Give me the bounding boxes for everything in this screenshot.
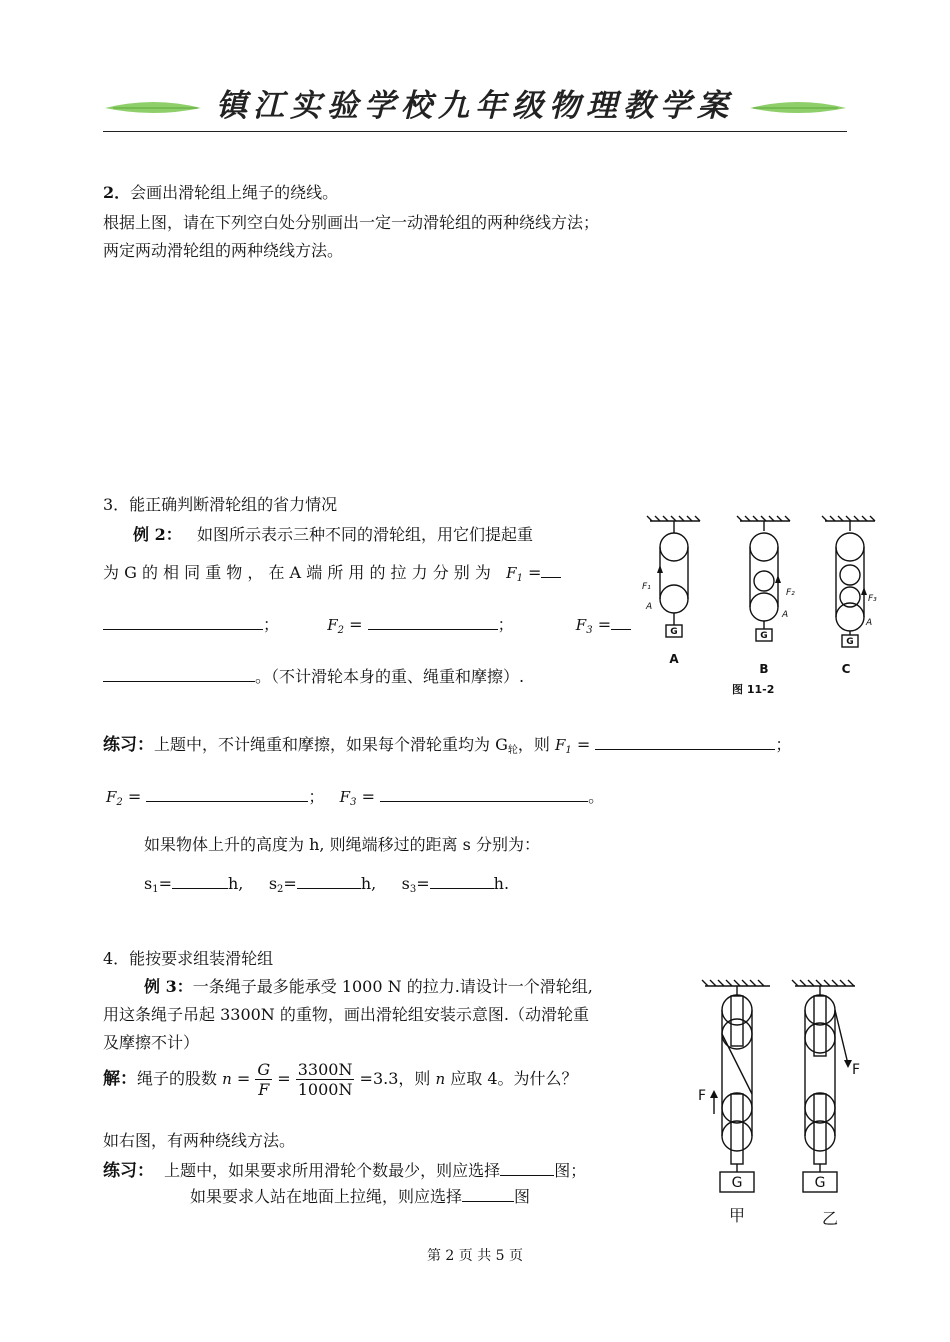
- f3-blank-start[interactable]: [611, 613, 631, 630]
- section4-heading: 4．能按要求组装滑轮组: [103, 949, 274, 968]
- fig-yi-force-label: F: [852, 1062, 861, 1078]
- fig-jia-weight: G: [731, 1175, 743, 1191]
- p-f3-symbol: $F_3$: [339, 788, 357, 808]
- p-f3-blank[interactable]: [380, 785, 588, 802]
- fig-b-weight: G: [760, 631, 768, 641]
- example2-text2: 为 G 的 相 同 重 物 ， 在 A 端 所 用 的 拉 力 分 别 为: [103, 563, 491, 582]
- practice1-line4: $s_1= h$, $s_2= h$, $s_3= h$.: [144, 874, 510, 895]
- section2-number: 2．: [103, 183, 131, 202]
- practice2-line1: 练习： 上题中，如果要求所用滑轮个数最少，则应选择 图；: [103, 1161, 587, 1181]
- practice1-text: 上题中，不计绳重和摩擦，如果每个滑轮重均为 G: [154, 735, 508, 754]
- pulley-figure-11-2: [640, 515, 890, 705]
- section2-heading-text: 会画出滑轮组上绳子的绕线。: [130, 183, 339, 202]
- f2-symbol: $F_2$: [327, 616, 344, 636]
- example2-line1: [133, 522, 533, 545]
- p-f1-symbol: $F_1$: [554, 736, 572, 756]
- page-header-title: 镇江实验学校九年级物理教学案: [216, 88, 734, 124]
- fig-a-end-label: A: [646, 602, 653, 612]
- fig-jia-force-label: F: [698, 1088, 707, 1104]
- figure-caption: 图 11-2: [732, 683, 775, 696]
- fig-c-force-label: F₃: [868, 594, 877, 604]
- s3-blank[interactable]: [430, 872, 494, 889]
- example3-line3: 及摩擦不计）: [103, 1033, 200, 1052]
- example3-line2: 用这条绳子吊起 3300N 的重物，画出滑轮组安装示意图.（动滑轮重: [103, 1005, 589, 1024]
- ground-pull-blank[interactable]: [462, 1185, 514, 1202]
- f1-symbol: $F_1$: [506, 564, 523, 584]
- pulley-figure-jia-yi: [690, 976, 880, 1228]
- fig-label-jia: 甲: [728, 1206, 746, 1225]
- section3-heading: 3．能正确判断滑轮组的省力情况: [103, 495, 338, 514]
- s2-blank[interactable]: [297, 872, 361, 889]
- practice2-label: 练习：: [103, 1161, 154, 1181]
- f1-equals: =: [528, 563, 542, 582]
- f3-blank[interactable]: [103, 665, 255, 682]
- fig-a-force-label: F₁: [642, 582, 651, 592]
- example2-note: 。（不计滑轮本身的重、绳重和摩擦）.: [255, 667, 525, 686]
- practice2-line2: 如果要求人站在地面上拉绳，则应选择 图: [190, 1187, 531, 1206]
- example3-label: 例 3：: [144, 977, 193, 996]
- header-divider: [103, 131, 847, 132]
- example2-text1: 如图所示表示三种不同的滑轮组，用它们提起重: [196, 525, 533, 544]
- example2-label: 例 2：: [133, 525, 182, 544]
- solution-line: 解：绳子的股数 n = $\frac{G}{F}$ = $\frac{3300N}{1000N}$ =3.3，则 n 应取 4。为什么？: [103, 1060, 578, 1099]
- section2-heading: [103, 180, 338, 203]
- practice1-line1: 练习：上题中，不计绳重和摩擦，如果每个滑轮重均为 $G_轮$，则 $F_1$ = ；: [103, 735, 792, 756]
- fig-c-end-label: A: [866, 618, 873, 628]
- fraction-g-over-f: $\frac{G}{F}$: [257, 1060, 271, 1099]
- section2-line2: 两定两动滑轮组的两种绕线方法。: [103, 241, 344, 260]
- practice1-line2: $F_2$ = ； $F_3$ = 。: [106, 787, 605, 808]
- f2-blank[interactable]: [368, 613, 498, 630]
- practice1-label: 练习：: [103, 735, 154, 755]
- practice1-line3: 如果物体上升的高度为 h, 则绳端移过的距离 s 分别为：: [144, 835, 540, 854]
- fig-label-b: B: [759, 662, 769, 676]
- fig-label-c: C: [841, 662, 851, 676]
- f1-blank-start[interactable]: [541, 561, 561, 578]
- fraction-3300-over-1000: $\frac{3300N}{1000N}$: [297, 1060, 353, 1099]
- p-f2-blank[interactable]: [146, 785, 308, 802]
- fig-a-weight: G: [670, 627, 678, 637]
- example3-line1: 例 3：一条绳子最多能承受 1000 N 的拉力.请设计一个滑轮组,: [144, 977, 593, 996]
- p-f1-blank[interactable]: [595, 733, 775, 750]
- two-methods-line: 如右图，有两种绕线方法。: [103, 1131, 296, 1150]
- section2-line1: 根据上图，请在下列空白处分别画出一定一动滑轮组的两种绕线方法；: [103, 213, 600, 232]
- f1-blank[interactable]: [103, 613, 263, 630]
- example2-line4: [103, 664, 524, 687]
- example2-line2: [103, 560, 561, 584]
- fig-label-yi: 乙: [821, 1209, 839, 1228]
- fig-c-weight: G: [846, 637, 854, 647]
- p-f2-symbol: $F_2$: [106, 788, 123, 808]
- fig-label-a: A: [669, 652, 679, 666]
- solution-label: 解：: [103, 1069, 137, 1089]
- s1-blank[interactable]: [172, 872, 228, 889]
- fig-b-force-label: F₂: [786, 588, 795, 598]
- page-footer: 第 2 页 共 5 页: [426, 1248, 524, 1264]
- fig-yi-weight: G: [814, 1175, 826, 1191]
- example2-line3: ； $F_2$ = ； $F_3$ =: [103, 612, 631, 636]
- min-pulley-blank[interactable]: [500, 1159, 554, 1176]
- f3-symbol: $F_3$: [575, 616, 593, 636]
- fig-b-end-label: A: [782, 610, 789, 620]
